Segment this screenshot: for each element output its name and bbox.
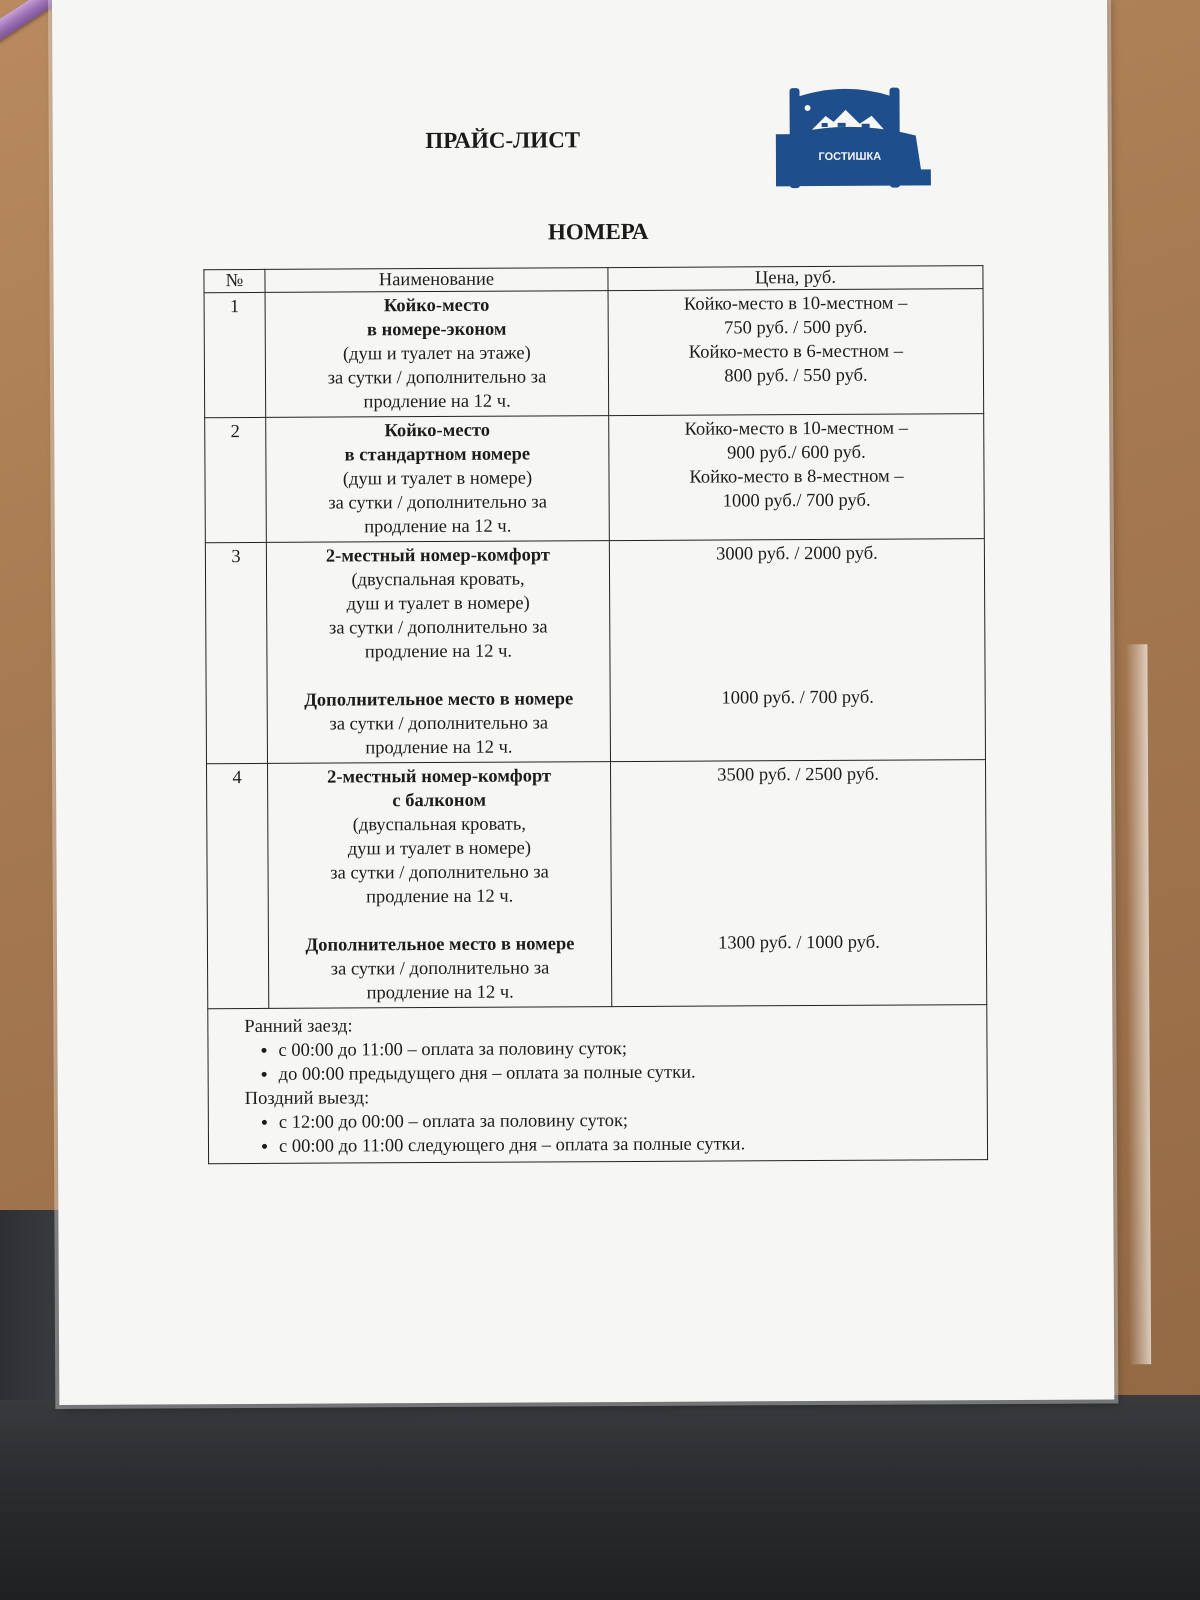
name-line: продление на 12 ч. <box>363 391 511 413</box>
list-item: • до 00:00 предыдущего дня – оплата за полные сутки. <box>279 1059 957 1087</box>
table-row <box>205 539 985 764</box>
dark-fabric-left <box>0 1210 60 1400</box>
name-line: (душ и туалет на этаже) <box>342 343 531 365</box>
header-price: Цена, руб. <box>608 266 983 291</box>
row-num: 4 <box>207 763 269 1008</box>
section-title: НОМЕРА <box>547 218 649 245</box>
name-line: за сутки / дополнительно за <box>327 367 547 389</box>
logo-text: ГОСТИШКА <box>818 150 882 163</box>
spacer <box>618 858 980 884</box>
price-line: Койко-место в 10-местном – <box>683 293 908 315</box>
name-line: за сутки / дополнительно за <box>328 492 547 514</box>
extra-name-line: продление на 12 ч. <box>365 737 513 759</box>
extra-price-line: 1000 руб. / 700 руб. <box>721 687 874 709</box>
name-line: (двуспальная кровать, <box>351 569 525 591</box>
extra-name-line: за сутки / дополнительно за <box>329 713 549 735</box>
price-table <box>203 265 988 1164</box>
row-price <box>609 414 985 541</box>
price-line: Койко-место в 6-местном – <box>688 341 903 363</box>
row-price <box>609 539 985 762</box>
row-name <box>265 291 609 418</box>
price-line: Койко-место в 8-местном – <box>689 466 904 488</box>
price-line: 900 руб./ 600 руб. <box>727 442 866 464</box>
price-list-sheet <box>52 0 1114 1405</box>
sleeve-edge <box>1125 644 1151 1364</box>
header-num: № <box>204 269 265 292</box>
extra-name-line: продление на 12 ч. <box>366 982 514 1004</box>
spacer <box>617 810 979 836</box>
name-line: (душ и туалет в номере) <box>342 468 533 490</box>
row-price <box>610 760 986 1007</box>
name-line: Койко-место <box>384 420 491 442</box>
price-line: 750 руб. / 500 руб. <box>724 317 868 339</box>
name-line: (двуспальная кровать, <box>352 814 526 836</box>
name-line: Койко-место <box>383 295 490 317</box>
spacer <box>618 882 980 908</box>
early-checkin-list <box>244 1035 956 1087</box>
name-line: продление на 12 ч. <box>366 886 514 908</box>
price-line: 1000 руб./ 700 руб. <box>722 490 871 512</box>
name-line: 2-местный номер-комфорт <box>325 545 550 567</box>
dark-fabric <box>0 1395 1200 1600</box>
spacer <box>273 663 603 689</box>
spacer <box>616 565 978 591</box>
late-checkout-label: Поздний выезд: <box>244 1088 370 1110</box>
extra-price-line: 1300 руб. / 1000 руб. <box>718 932 880 954</box>
price-line: 3500 руб. / 2500 руб. <box>717 764 879 786</box>
name-line: в номере-эконом <box>366 319 507 341</box>
hotel-logo <box>775 77 931 203</box>
list-item: • с 00:00 до 11:00 следующего дня – оплата за полные сутки. <box>279 1131 957 1159</box>
name-line: за сутки / дополнительно за <box>330 862 549 884</box>
late-checkout-list <box>245 1107 957 1159</box>
extra-name-line: Дополнительное место в номере <box>305 934 575 956</box>
name-line: душ и туалет в номере) <box>346 593 530 615</box>
extra-name-line: за сутки / дополнительно за <box>330 958 550 980</box>
name-line: с балконом <box>392 790 487 812</box>
price-line: Койко-место в 10-местном – <box>684 418 909 440</box>
price-line: 800 руб. / 550 руб. <box>724 365 868 387</box>
notes-row <box>208 1005 988 1164</box>
extra-name-line: Дополнительное место в номере <box>304 689 574 711</box>
spacer <box>617 834 979 860</box>
list-item: • с 12:00 до 00:00 – оплата за половину суток; <box>279 1107 957 1135</box>
list-item: • с 00:00 до 11:00 – оплата за половину суток; <box>278 1035 956 1063</box>
spacer <box>617 786 979 812</box>
row-name <box>268 762 612 1009</box>
row-num: 2 <box>205 417 267 542</box>
table-row <box>204 289 984 418</box>
table-row <box>207 760 987 1009</box>
name-line: продление на 12 ч. <box>364 516 512 538</box>
notes-cell <box>208 1005 988 1164</box>
spacer <box>616 661 978 687</box>
spacer <box>616 589 978 615</box>
row-num: 1 <box>204 292 266 417</box>
name-line: за сутки / дополнительно за <box>328 617 548 639</box>
table-row <box>205 414 985 543</box>
row-price <box>608 289 984 416</box>
spacer <box>616 637 978 663</box>
spacer <box>616 613 978 639</box>
row-name <box>266 416 610 543</box>
name-line: 2-местный номер-комфорт <box>326 766 552 788</box>
header-name: Наименование <box>265 268 608 293</box>
spacer <box>275 908 605 934</box>
name-line: продление на 12 ч. <box>364 641 513 663</box>
row-num: 3 <box>205 542 267 763</box>
row-name <box>266 541 610 764</box>
spacer <box>618 906 980 932</box>
price-line: 3000 руб. / 2000 руб. <box>715 543 878 565</box>
page-title: ПРАЙС-ЛИСТ <box>425 127 581 154</box>
early-checkin-label: Ранний заезд: <box>244 1016 353 1038</box>
name-line: в стандартном номере <box>344 444 531 466</box>
name-line: душ и туалет в номере) <box>347 838 532 860</box>
